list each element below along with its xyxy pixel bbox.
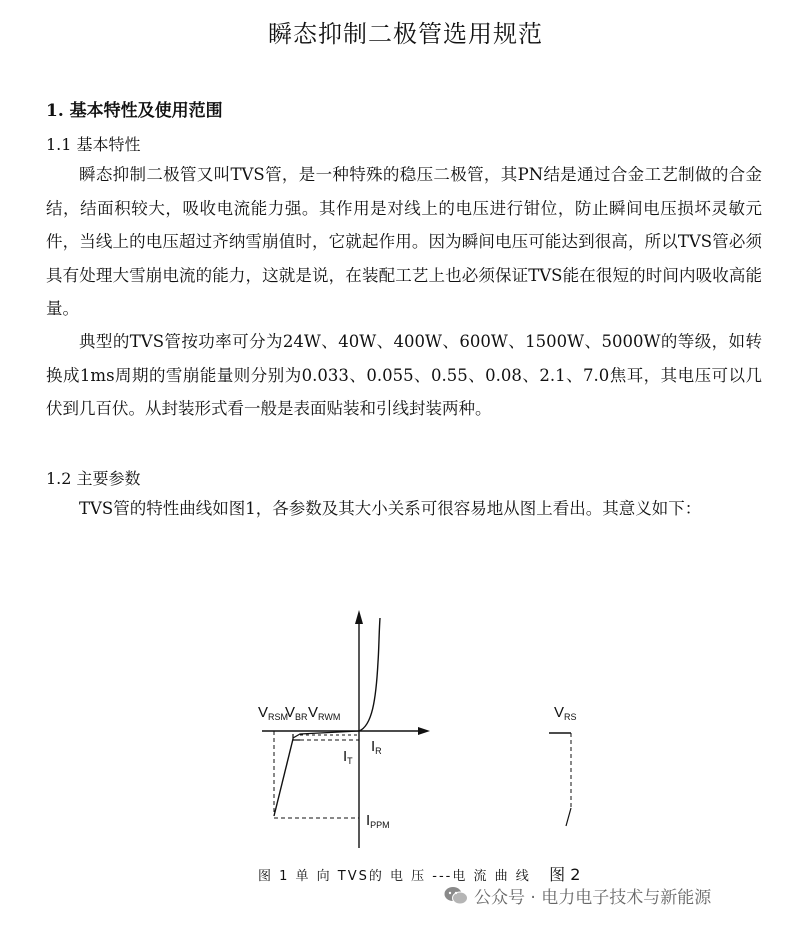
avalanche-line [274,739,293,816]
forward-curve [359,618,380,731]
current-axis-arrow [355,610,363,624]
page-title: 瞬态抑制二极管选用规范 [268,20,543,48]
vrwm-label: $V_{RWM}$ [308,704,341,722]
section-1-2-paragraph-1: TVS管的特性曲线如图1，各参数及其大小关系可很容易地从图上看出。其意义如下： [79,499,702,518]
voltage-axis-arrow [418,727,430,735]
ir-label: $I_R$ [371,738,382,756]
vrs-label: $V_{RS}$ [554,704,577,722]
section-1-1-heading: 1.1 基本特性 [46,135,141,154]
watermark-text: 公众号 · 电力电子技术与新能源 [474,888,712,908]
section-1-heading: 1. 基本特性及使用范围 [46,101,223,121]
vrsm-label: $V_{RSM}$ [258,704,289,722]
watermark [444,883,711,908]
wechat-icon [444,886,468,906]
fig2-curve-line [566,808,571,826]
vbr-label: $V_{BR}$ [285,704,308,722]
section-1-1-paragraph-2: 典型的TVS管按功率可分为24W、40W、400W、600W、1500W、5000W的等级，如转换成1ms周期的雪崩能量则分别为0.033、0.055、0.55、0.08、2.1、7.0焦耳，其电压可以几伏到几百伏。从封装形式看一般是表面贴装和引线封装两种。 [46,332,762,418]
section-1-1-paragraph-1: 瞬态抑制二极管又叫TVS管，是一种特殊的稳压二极管，其PN结是通过合金工艺制做的合金结，结面积较大，吸收电流能力强。其作用是对线上的电压进行钳位，防止瞬间电压损坏灵敏元件，当线上的电压超过齐纳雪崩值时，它就起作用。因为瞬间电压可能达到很高，所以TVS管必须具有处理大雪崩电流的能力，这就是说，在装配工艺上也必须保证TVS能在很短的时间内吸收高能量。 [46,165,762,318]
section-1-2-heading: 1.2 主要参数 [46,469,141,488]
ippm-label: $I_{PPM}$ [366,812,390,830]
figure-caption: 图 1 单 向 TVS的 电 压 ---电 流 曲 线 图 2 [258,865,581,884]
figure-2-caption: 图 2 [549,865,581,884]
it-label: $I_T$ [343,748,353,766]
